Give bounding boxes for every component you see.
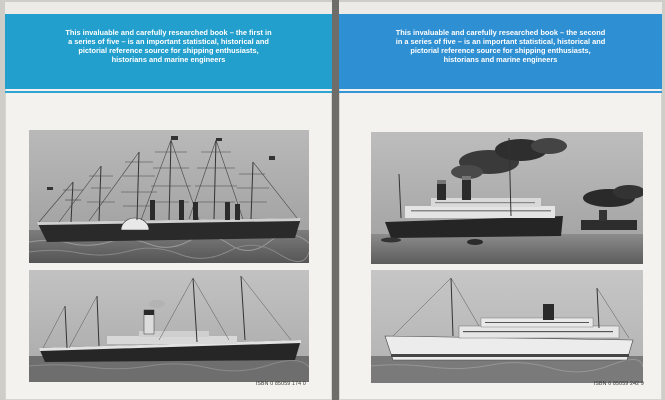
band-rule bbox=[5, 91, 332, 93]
blurb-text: This invaluable and carefully researched book – the first in a series of five – is an important statistical, historical and pictorial reference source for shipping enthusiasts, historians and marine engineers bbox=[65, 28, 272, 65]
photo-white-liner bbox=[371, 270, 643, 383]
books-gap bbox=[332, 0, 339, 400]
photo-ocean-liner-smoke bbox=[371, 132, 643, 264]
band-rule bbox=[339, 91, 662, 93]
blurb-text: This invaluable and carefully researched book – the second in a series of five – is an important statistical, historical and pictorial reference source for shipping enthusiasts, historians and marine engineers bbox=[395, 28, 606, 65]
isbn-label: ISBN 0 85059 174 0 bbox=[255, 381, 306, 387]
book-back-cover-volume-2 bbox=[339, 2, 662, 400]
photo-sailing-steamship bbox=[29, 130, 309, 263]
blurb-band bbox=[5, 14, 332, 89]
photo-steamship-three-masts bbox=[29, 270, 309, 382]
blurb-band bbox=[339, 14, 662, 89]
cover-top-strip bbox=[5, 2, 332, 14]
book-back-cover-volume-1 bbox=[5, 2, 332, 400]
isbn-label: ISBN 0 85059 242 9 bbox=[593, 381, 644, 387]
cover-top-strip bbox=[339, 2, 662, 14]
